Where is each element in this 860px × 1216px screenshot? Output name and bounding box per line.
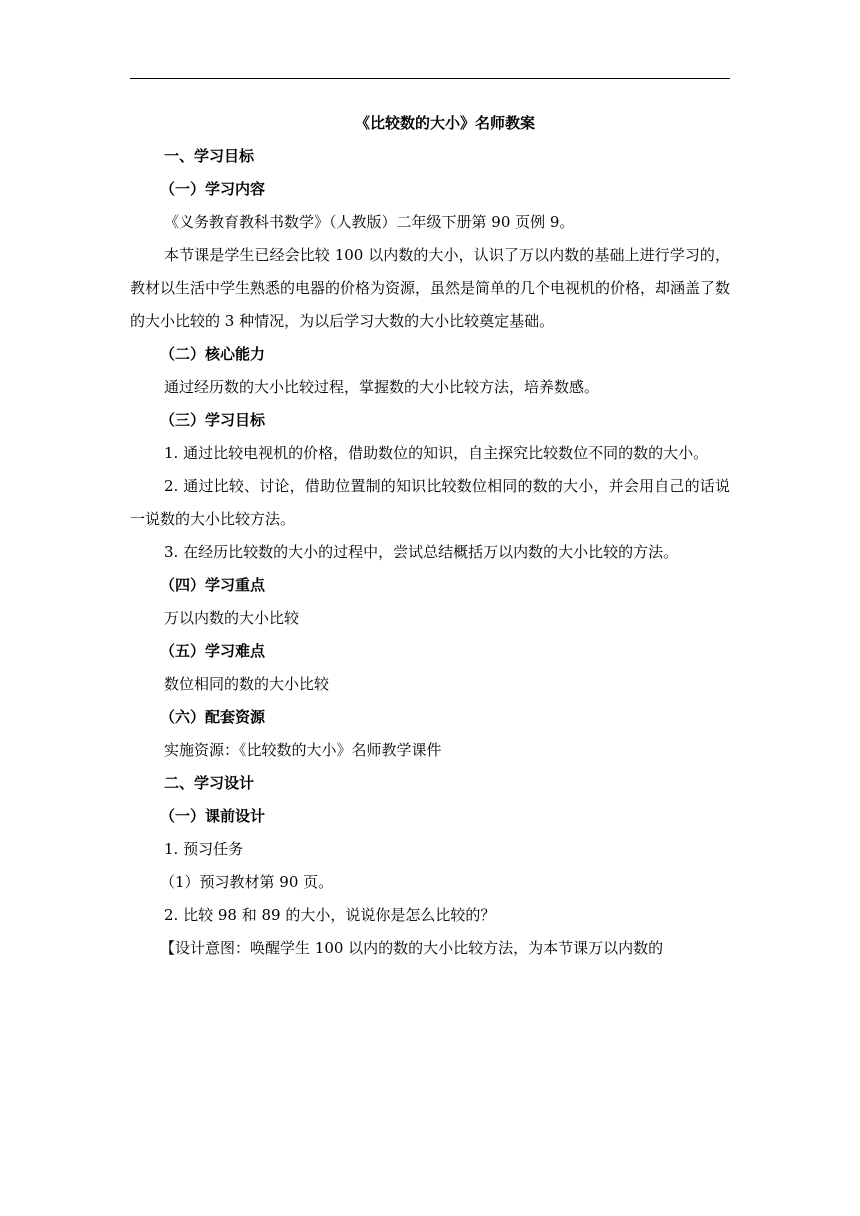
paragraph-preview-task-1: （1）预习教材第 90 页。 (160, 873, 334, 891)
header-rule (130, 78, 730, 79)
subheading-core-ability: （二）核心能力 (160, 345, 266, 363)
subheading-difficulties: （五）学习难点 (160, 642, 266, 660)
paragraph-design-intent: 【设计意图：唤醒学生 100 以内的数的大小比较方法，为本节课万以内数的 (160, 939, 664, 957)
document-title: 《比较数的大小》名师教案 (354, 114, 535, 132)
paragraph-preview-task: 1. 预习任务 (164, 840, 244, 858)
paragraph-difficulties: 数位相同的数的大小比较 (164, 675, 330, 693)
document-body (130, 106, 730, 965)
objective-item-3: 3. 在经历比较数的大小的过程中，尝试总结概括万以内数的大小比较的方法。 (164, 543, 679, 561)
section-heading-learning-goals: 一、学习目标 (164, 147, 255, 165)
paragraph-lesson-overview: 本节课是学生已经会比较 100 以内数的大小，认识了万以内数的基础上进行学习的，教材以生活中学生熟悉的电器的价格为资源，虽然是简单的几个电视机的价格，却涵盖了数的大小比较的 3 种情况，为以后学习大数的大小比较奠定基础。 (130, 246, 731, 330)
paragraph-textbook-reference: 《义务教育教科书数学》（人教版）二年级下册第 90 页例 9。 (164, 213, 575, 231)
section-heading-learning-design: 二、学习设计 (164, 774, 255, 792)
paragraph-key-points: 万以内数的大小比较 (164, 609, 300, 627)
paragraph-resources: 实施资源：《比较数的大小》名师教学课件 (164, 741, 442, 759)
subheading-learning-objectives: （三）学习目标 (160, 411, 266, 429)
objective-item-2: 2. 通过比较、讨论，借助位置制的知识比较数位相同的数的大小，并会用自己的话说一说数的大小比较方法。 (130, 477, 730, 528)
paragraph-core-ability: 通过经历数的大小比较过程，掌握数的大小比较方法，培养数感。 (164, 378, 600, 396)
paragraph-preview-task-2: 2. 比较 98 和 89 的大小，说说你是怎么比较的？ (164, 906, 496, 924)
subheading-key-points: （四）学习重点 (160, 576, 266, 594)
subheading-resources: （六）配套资源 (160, 708, 266, 726)
subheading-learning-content: （一）学习内容 (160, 180, 266, 198)
subheading-pre-class-design: （一）课前设计 (160, 807, 266, 825)
objective-item-1: 1. 通过比较电视机的价格，借助数位的知识，自主探究比较数位不同的数的大小。 (164, 444, 709, 462)
